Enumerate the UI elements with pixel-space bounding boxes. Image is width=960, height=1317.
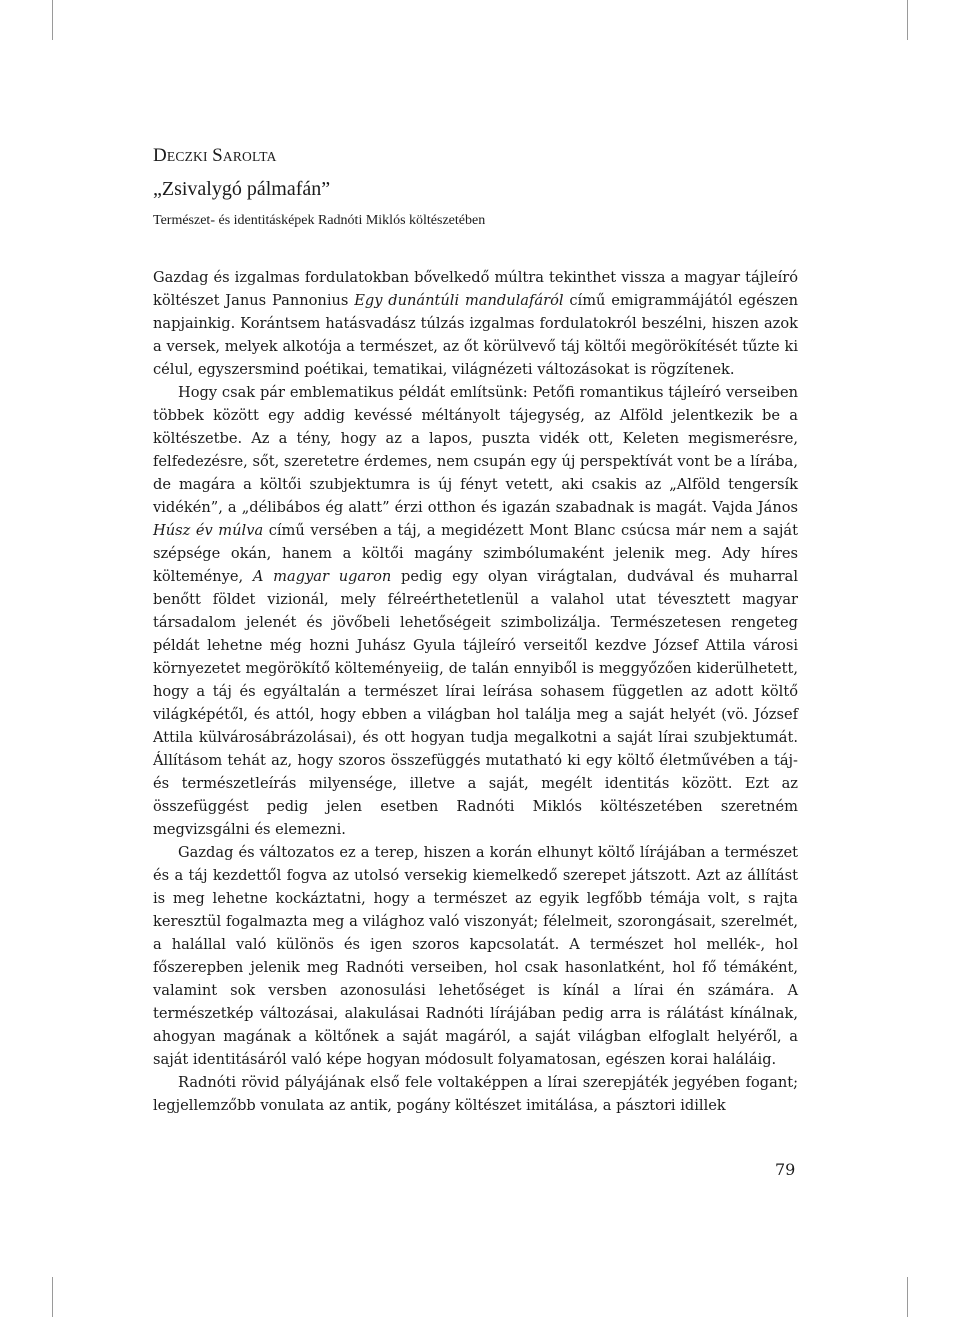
author-first-rest: ECZKI <box>166 149 208 164</box>
paragraph-2-text-a: Hogy csak pár emblematikus példát említsünk: Petőfi romantikus tájleíró verseiben többek között egy addig kevéssé méltányolt tájegység, az Alföld jelentkezik be a költészetbe. Az a tény, hogy az a lapos, puszta vidék ott, Keleten megismerésre, felfedezésre, sőt, szeretetre érdemes, nem csupán egy új perspektívát vont be a lírába, de magára a költői szubjektumra is új fényt vetett, aki csakis az „Alföld tengersík vidékén”, a „délibábos ég alatt” érzi otthon és igazán szabadnak is magát. Vajda János <box>153 384 798 516</box>
author-last-rest: AROLTA <box>222 149 277 164</box>
article-title: „Zsivalygó pálmafán” <box>153 178 331 200</box>
poem-title-husz-ev-mulva: Húsz év múlva <box>153 522 264 539</box>
crop-mark-bottom-left <box>52 1277 53 1317</box>
poem-title-a-magyar-ugaron: A magyar ugaron <box>252 568 392 585</box>
author-first-initial: D <box>153 145 167 166</box>
author-last-initial: S <box>212 145 223 166</box>
paragraph-4: Radnóti rövid pályájának első fele voltaképpen a lírai szerepjáték jegyében fogant; legjellemzőbb vonulata az antik, pogány költészet imitálása, a pásztori idillek <box>153 1074 798 1114</box>
page-number: 79 <box>775 1160 796 1179</box>
crop-mark-top-right <box>907 0 908 40</box>
paragraph-3: Gazdag és változatos ez a terep, hiszen a korán elhunyt költő lírájában a természet és a táj kezdettől fogva az utolsó versekig kiemelkedő szerepet játszott. Azt az állítást is meg lehetne kockáztatni, hogy a természet az egyik legfőbb témája volt, s rajta keresztül fogalmazta meg a világhoz való viszonyát; félelmeit, szorongásait, szerelmét, a halállal való különös és igen szoros kapcsolatát. A természet hol mellék-, hol főszerepben jelenik meg Radnóti verseiben, hol csak hasonlatként, hol fő témáként, valamint sok versben azonosulási lehetőséget is kínál a lírai én számára. A természetkép változásai, alakulásai Radnóti lírájában pedig arra is rálátást kínálnak, ahogyan magának a költőnek a saját magáról, a saját világban elfoglalt helyéről, a saját identitásáról való képe hogyan módosult folyamatosan, egészen korai haláláig. <box>153 844 798 1068</box>
article-body <box>153 266 798 1117</box>
paragraph-1-text-b: című emigrammájától egészen napjainkig. Korántsem hatásvadász túlzás izgalmas fordulatokról beszélni, hiszen azok a versek, melyek alkotója a természet, az őt körülvevő táj költői megörökítését tűzte ki célul, egyszersmind poétikai, tematikai, világnézeti változásokat is rögzítenek. <box>153 292 799 378</box>
paragraph-1 <box>153 266 798 381</box>
poem-title-egy-dunantuli-mandulafarol: Egy dunántúli mandulafáról <box>354 292 564 309</box>
article-subtitle: Természet- és identitásképek Radnóti Miklós költészetében <box>153 213 486 228</box>
paragraph-2-text-b: című versében a táj, a megidézett Mont Blanc csúcsa már nem a saját szépsége okán, hanem a költői magány szimbólumaként jelenik meg. Ady híres költeménye, <box>153 522 798 585</box>
paragraph-2 <box>153 381 798 841</box>
crop-mark-top-left <box>52 0 53 40</box>
paragraph-1-text-a: Gazdag és izgalmas fordulatokban bővelkedő múltra tekinthet vissza a magyar tájleíró költészet Janus Pannonius <box>153 269 798 309</box>
paragraph-2-text-c: pedig egy olyan virágtalan, dudvával és muharral benőtt földet vizionál, mely félreérthetetlenül a valahol utat tévesztett magyar társadalom jelenét és jövőbeli lehetőségeit szimbolizálja. Természetesen rengeteg példát lehetne még hozni Juhász Gyula tájleíró verseitől kezdve József Attila városi környezetet megörökítő költeményeiig, de talán ennyiből is meggyőzően kiderülhetett, hogy a táj és egyáltalán a természet lírai leírása sohasem független az adott költő világképétől, és attól, hogy ebben a világban hol találja meg a saját helyét (vö. József Attila külvárosábrázolásai), és ott hogyan tudja megalkotni a saját lírai szubjektumát. Állításom tehát az, hogy szoros összefüggés mutatható ki egy költő életművében a táj- és természetleírás milyensége, illetve a saját, megélt identitás között. Ezt az összefüggést pedig jelen esetben Radnóti Miklós költészetében szeretném megvizsgálni és elemezni. <box>153 568 798 838</box>
crop-mark-bottom-right <box>907 1277 908 1317</box>
author-name <box>153 145 277 167</box>
